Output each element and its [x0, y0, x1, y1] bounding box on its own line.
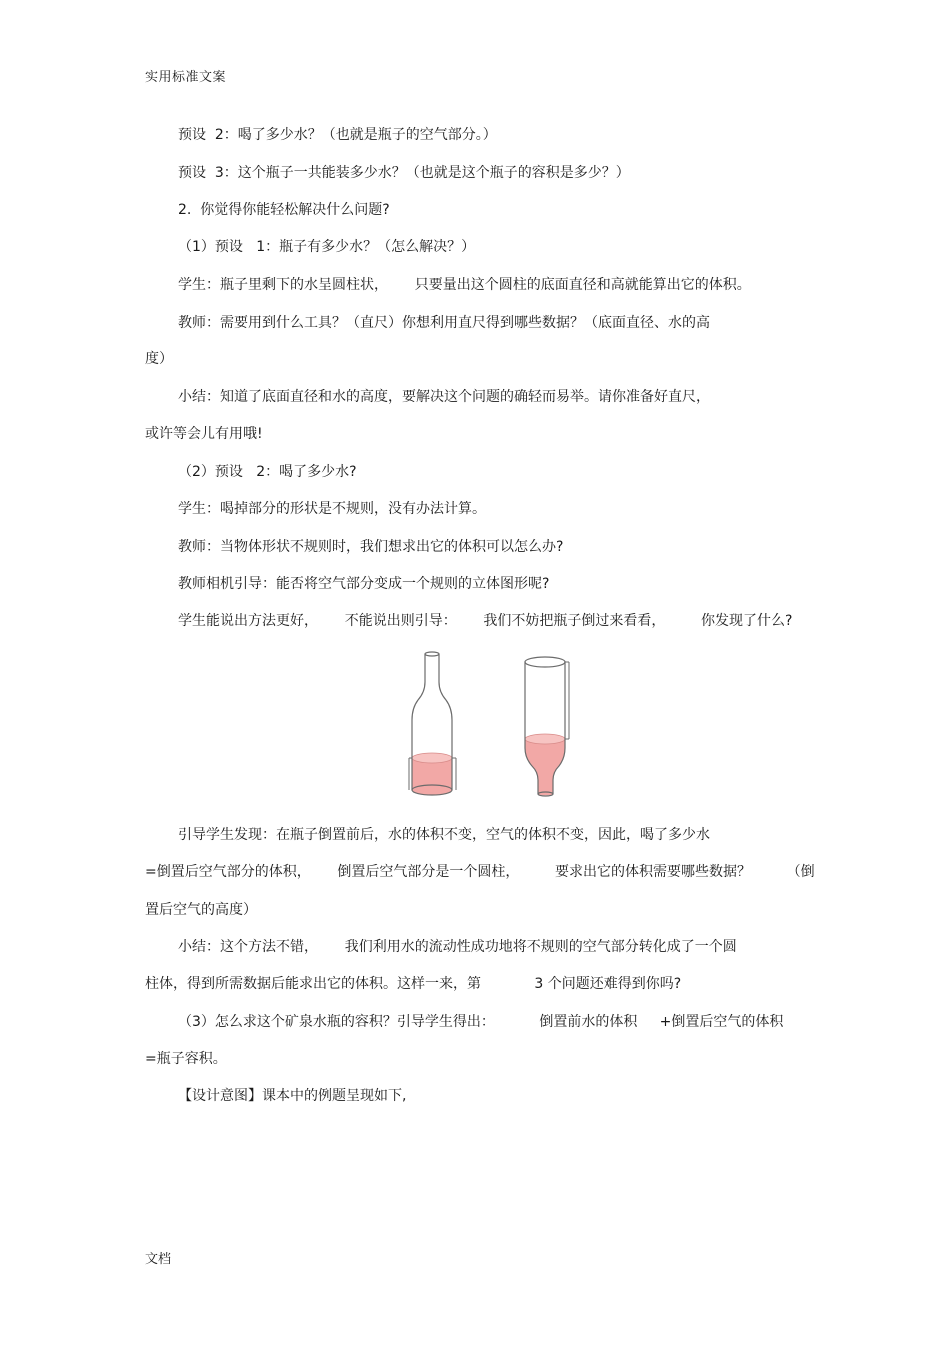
paragraph-line: 预设 3：这个瓶子一共能装多少水？（也就是这个瓶子的容积是多少？） [178, 165, 630, 181]
paragraph-line: 度） [145, 351, 173, 367]
paragraph-line: 预设 2：喝了多少水？（也就是瓶子的空气部分。） [178, 127, 497, 143]
upright-bottle [409, 652, 456, 795]
paragraph-line: （1）预设 1：瓶子有多少水？（怎么解决？） [178, 239, 476, 255]
upright-mouth [425, 652, 439, 656]
paragraph-line: （3）怎么求这个矿泉水瓶的容积？引导学生得出： 倒置前水的体积 +倒置后空气的体积 [178, 1014, 784, 1030]
paragraph-line: =瓶子容积。 [145, 1051, 227, 1067]
paragraph-line: 置后空气的高度） [145, 902, 257, 918]
bottle-illustration [395, 648, 585, 804]
paragraph-line: 柱体，得到所需数据后能求出它的体积。这样一来，第 3 个问题还难得到你吗? [145, 976, 682, 992]
paragraph-line: 2. 你觉得你能轻松解决什么问题? [178, 202, 390, 218]
paragraph-line: 小结：这个方法不错， 我们利用水的流动性成功地将不规则的空气部分转化成了一个圆 [178, 939, 737, 955]
bottle-figure [395, 648, 585, 804]
page-footer: 文档 [145, 1252, 172, 1267]
paragraph-line: 教师：当物体形状不规则时，我们想求出它的体积可以怎么办? [178, 539, 564, 555]
paragraph-line: 或许等会儿有用哦! [145, 426, 263, 442]
paragraph-line: （2）预设 2：喝了多少水? [178, 464, 357, 480]
inverted-water-surface [525, 734, 565, 744]
paragraph-line: =倒置后空气部分的体积， 倒置后空气部分是一个圆柱， 要求出它的体积需要哪些数据？ （倒 [145, 864, 815, 880]
paragraph-line: 小结：知道了底面直径和水的高度，要解决这个问题的确轻而易举。请你准备好直尺， [178, 389, 710, 405]
paragraph-line: 学生能说出方法更好， 不能说出则引导： 我们不妨把瓶子倒过来看看， 你发现了什么? [178, 613, 793, 629]
inverted-top [525, 657, 565, 667]
paragraph-line: 教师相机引导：能否将空气部分变成一个规则的立体图形呢? [178, 576, 550, 592]
inverted-bottle [525, 657, 569, 796]
paragraph-line: 【设计意图】课本中的例题呈现如下, [178, 1088, 407, 1104]
page-header: 实用标准文案 [145, 70, 227, 85]
paragraph-line: 学生：喝掉部分的形状是不规则，没有办法计算。 [178, 501, 486, 517]
upright-water-surface [412, 753, 452, 763]
paragraph-line: 学生：瓶子里剩下的水呈圆柱状， 只要量出这个圆柱的底面直径和高就能算出它的体积。 [178, 277, 751, 293]
paragraph-line: 引导学生发现：在瓶子倒置前后，水的体积不变，空气的体积不变，因此，喝了多少水 [178, 827, 710, 843]
paragraph-line: 教师：需要用到什么工具？（直尺）你想利用直尺得到哪些数据？（底面直径、水的高 [178, 315, 710, 331]
